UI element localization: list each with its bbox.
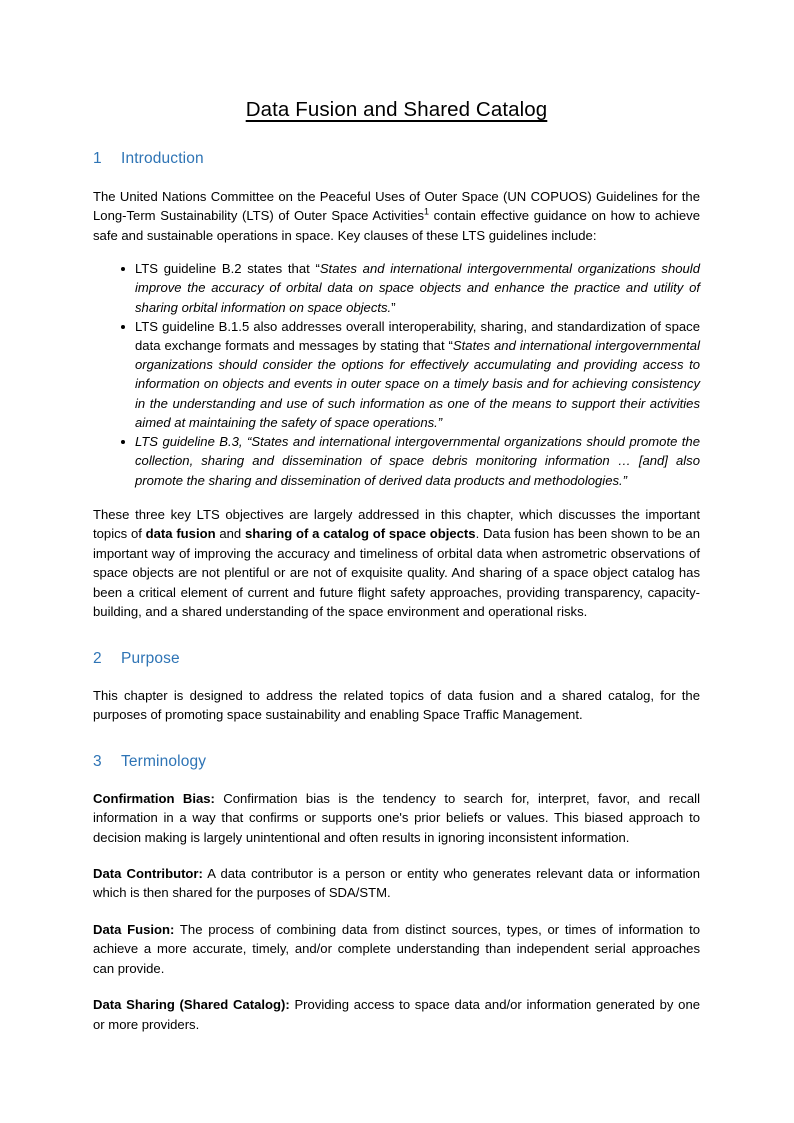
list-item-tail: ” — [391, 299, 396, 315]
list-item-lead: LTS guideline B.2 states that “ — [135, 261, 320, 277]
heading-purpose — [93, 622, 700, 669]
term-entry — [93, 847, 700, 903]
list-item-quote: States and international intergovernmental organizations should improve the accuracy of orbital data on space objects and enhance the practice and utility of sharing orbital information on space objects. — [135, 261, 700, 315]
list-item-quote: States and international intergovernmental organizations should consider the options for effectively accumulating and providing access to information on objects and events in outer space on a timely basis and for achieving consistency in the understanding and use of such information as one of the means to support their activities aimed at maintaining the safety of space operations.” — [135, 338, 700, 430]
term-label: Data Contributor: — [93, 865, 203, 881]
list-item — [93, 317, 700, 432]
term-label: Data Sharing (Shared Catalog): — [93, 997, 290, 1013]
closing-bold-data-fusion: data fusion — [145, 526, 216, 542]
page-title — [93, 0, 700, 123]
heading-introduction-label: Introduction — [121, 149, 204, 167]
term-entry — [93, 772, 700, 847]
list-item-lead: LTS guideline B.1.5 also addresses overall interoperability, sharing, and standardization of space data exchange formats and messages by stating that “ — [135, 318, 700, 354]
term-entry — [93, 978, 700, 1034]
intro-paragraph — [93, 169, 700, 245]
list-item — [93, 432, 700, 490]
bullet-icon — [121, 440, 125, 444]
heading-terminology-label: Terminology — [121, 752, 207, 770]
footnote-marker: 1 — [424, 206, 430, 217]
page-content — [93, 0, 700, 1034]
heading-introduction-number: 1 — [93, 149, 102, 167]
term-label: Confirmation Bias: — [93, 790, 215, 806]
closing-part1: These three key LTS objectives are largely addressed in this chapter, which discusses the important topics of — [93, 506, 700, 542]
term-entry — [93, 903, 700, 978]
intro-paragraph-part2: contain effective guidance on how to achieve safe and sustainable operations in space. Key clauses of these LTS guidelines include: — [93, 208, 701, 243]
closing-bold-shared-catalog: sharing of a catalog of space objects — [244, 526, 476, 542]
lts-guidelines-list — [93, 245, 700, 490]
heading-introduction — [93, 123, 700, 169]
list-item-quote: LTS guideline B.3, “States and international intergovernmental organizations should promote the collection, sharing and dissemination of space debris monitoring information … [and] also promote the sharing and dissemination of derived data products and methodologies.” — [135, 434, 700, 488]
term-definition: Confirmation bias is the tendency to search for, interpret, favor, and recall information in a way that confirms or supports one's prior beliefs or values. This biased approach to decision making is largely unintentional and often results in ignoring inconsistent information. — [93, 790, 700, 845]
bullet-icon — [121, 267, 125, 271]
heading-terminology-number: 3 — [93, 752, 102, 770]
list-item — [93, 259, 700, 317]
term-label: Data Fusion: — [93, 921, 175, 937]
intro-paragraph-part1: The United Nations Committee on the Peaceful Uses of Outer Space (UN COPUOS) Guidelines for the Long-Term Sustainability (LTS) of Outer Space Activities — [93, 188, 700, 224]
term-definition: The process of combining data from distinct sources, types, or times of information to achieve a more accurate, timely, and/or complete understanding than independent serial approaches can provide. — [93, 921, 700, 976]
page-title-text: Data Fusion and Shared Catalog — [245, 98, 548, 121]
term-definition: Providing access to space data and/or information generated by one or more providers. — [93, 997, 701, 1032]
bullet-icon — [121, 325, 125, 329]
term-definition: A data contributor is a person or entity who generates relevant data or information which is then shared for the purposes of SDA/STM. — [93, 865, 700, 901]
closing-part2: and — [215, 526, 245, 542]
heading-terminology — [93, 725, 700, 772]
purpose-paragraph: This chapter is designed to address the related topics of data fusion and a shared catalog, for the purposes of promoting space sustainability and enabling Space Traffic Management. — [93, 687, 700, 723]
closing-part3: . Data fusion has been shown to be an important way of improving the accuracy and timeliness of orbital data when astrometric observations of space objects are not plentiful or are not of exquisite quality. And sharing of a space object catalog has been a critical element of current and future flight safety approaches, providing transparency, capacity-building, and a shared understanding of the space environment and operational risks. — [93, 526, 700, 620]
heading-purpose-number: 2 — [93, 649, 102, 667]
heading-purpose-label: Purpose — [121, 649, 180, 667]
introduction-closing-paragraph — [93, 490, 700, 622]
